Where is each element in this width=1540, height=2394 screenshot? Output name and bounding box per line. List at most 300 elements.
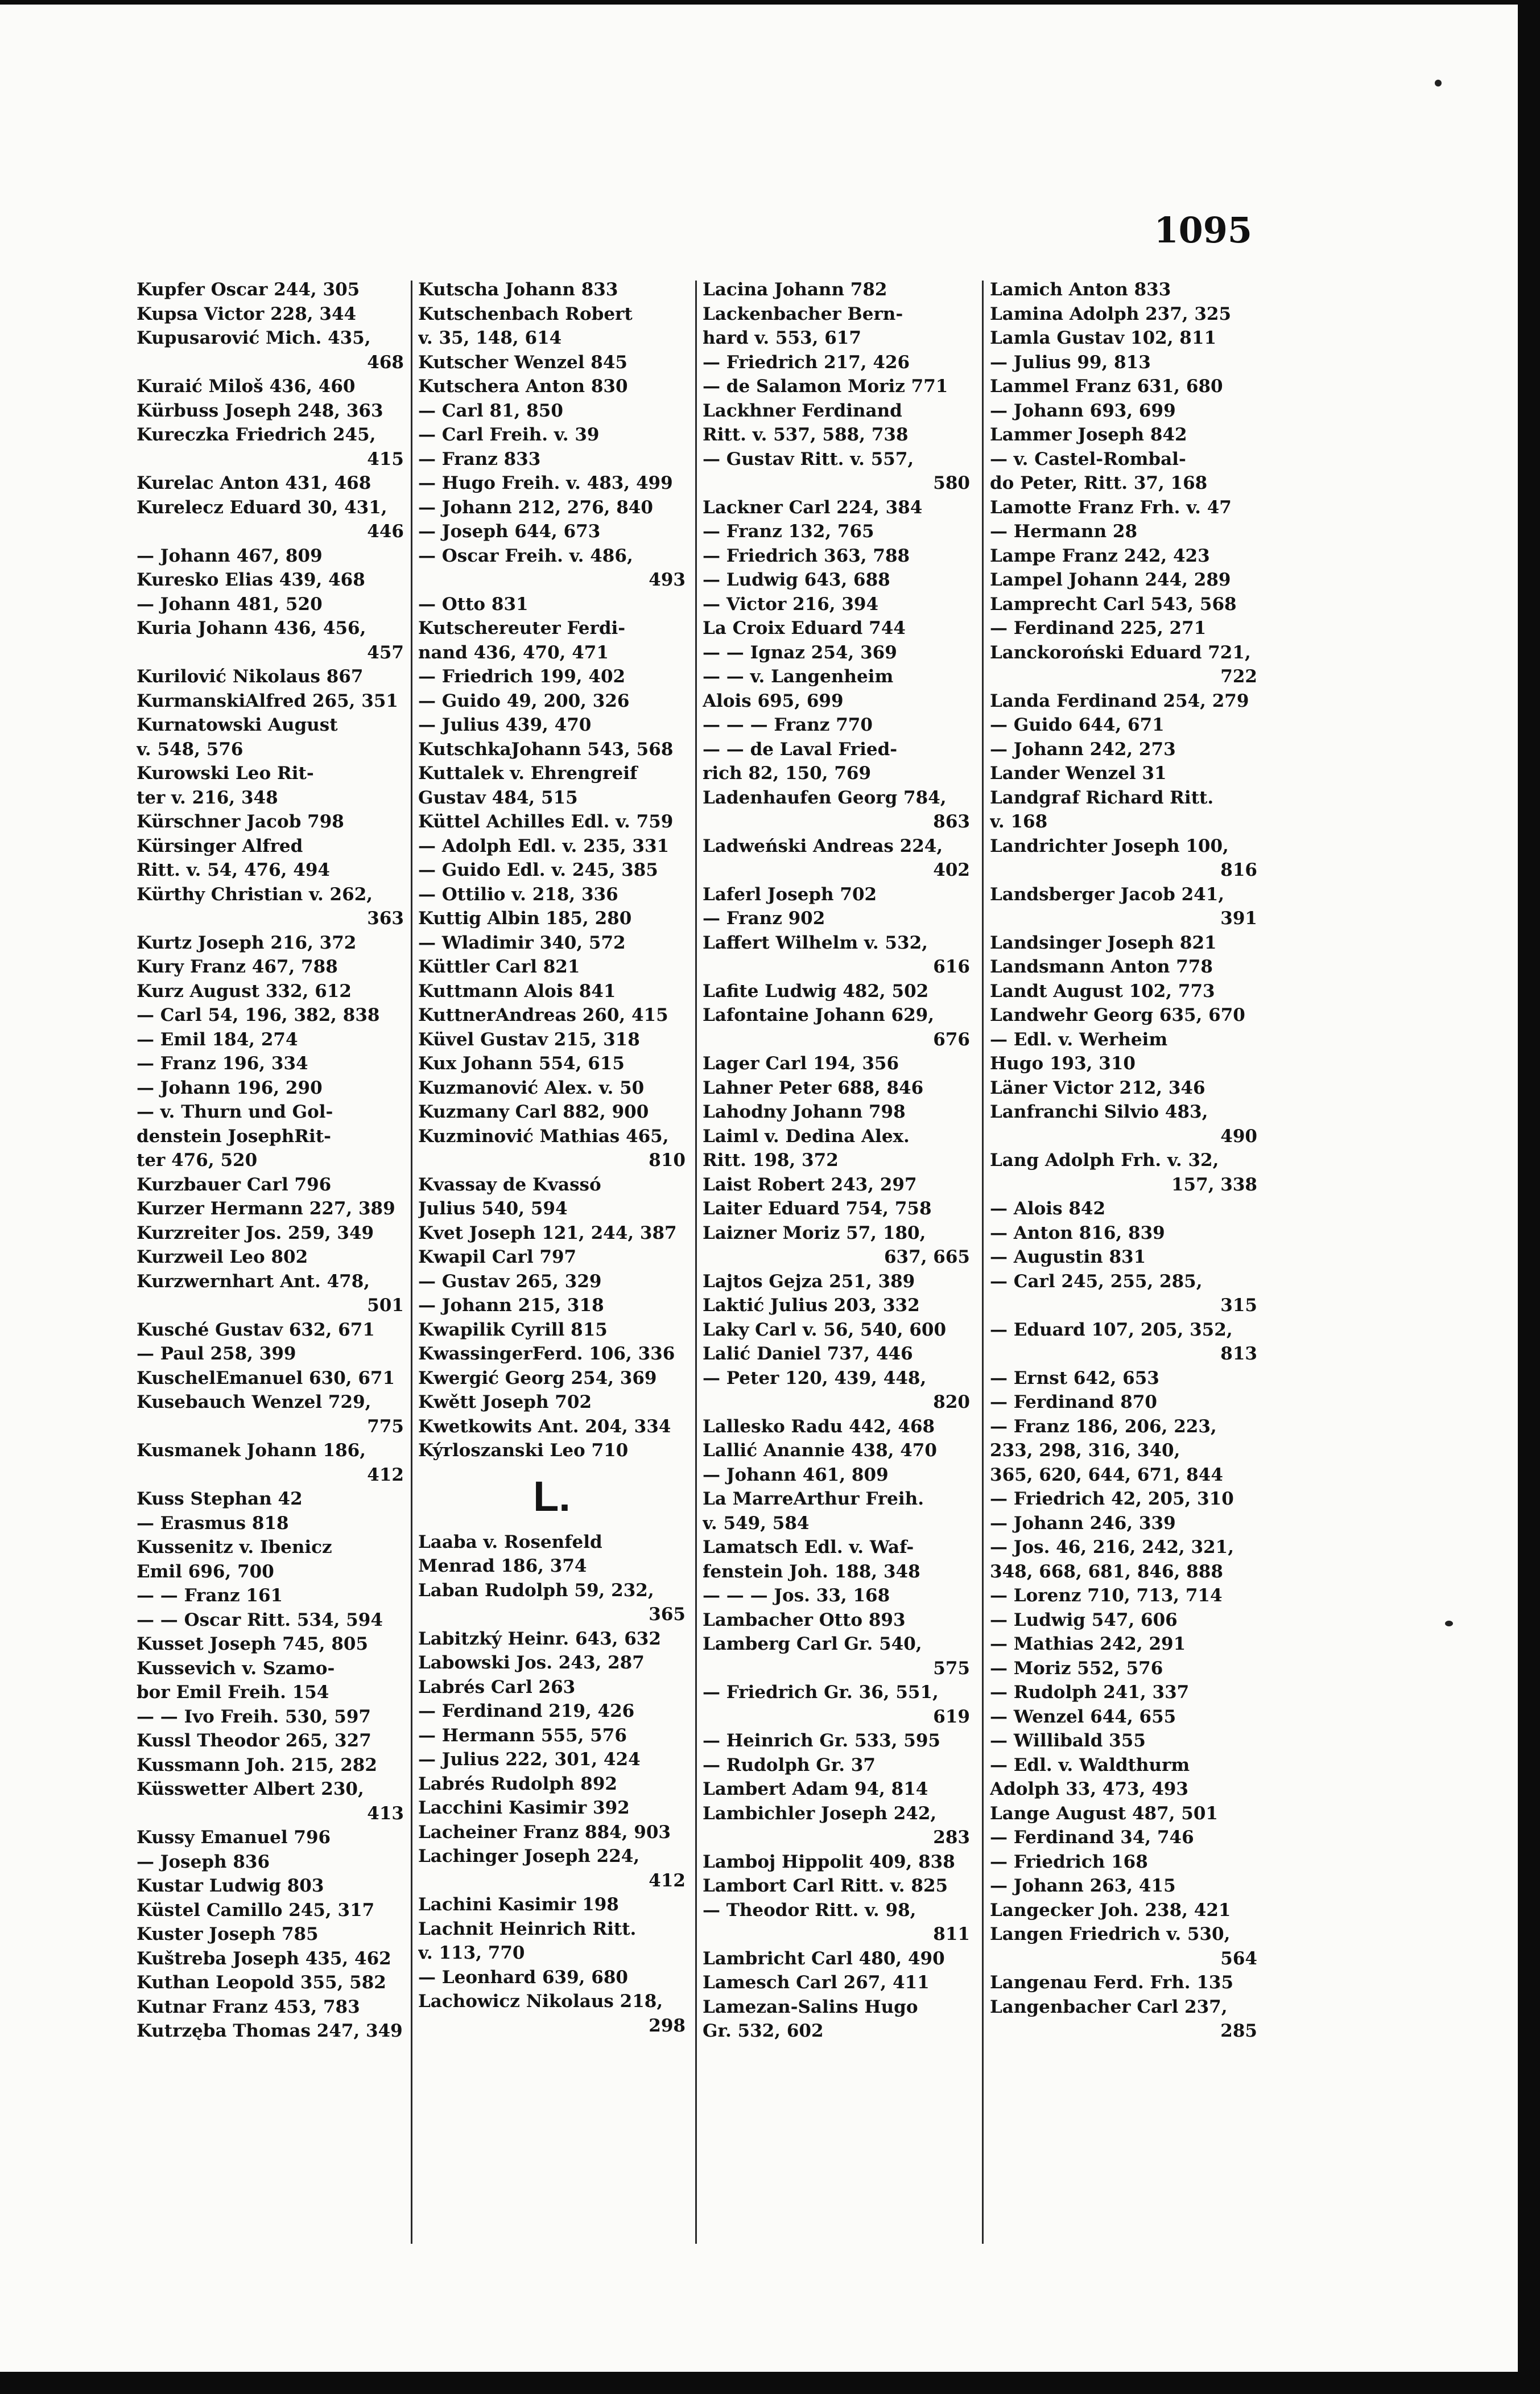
index-entry-line: v. 113, 770 [418, 1943, 525, 1963]
index-entry-line: Kupsa Victor 228, 344 [137, 303, 357, 324]
index-entry-line: Kussevich v. Szamo- [137, 1658, 335, 1679]
index-entry-line: — Ernst 642, 653 [990, 1367, 1159, 1388]
index-entry-line: 816 [1220, 860, 1257, 880]
index-entry-line: Lackner Carl 224, 384 [703, 497, 923, 518]
index-entry-line: — Otto 831 [418, 594, 529, 615]
index-entry-line: — Franz 833 [418, 448, 541, 469]
index-entry-line: — Johann 481, 520 [137, 594, 323, 615]
index-entry-line: — Guido 644, 671 [990, 715, 1165, 735]
index-entry-line: — Johann 263, 415 [990, 1876, 1176, 1896]
index-entry-line: Kurtz Joseph 216, 372 [137, 932, 357, 953]
index-entry-line: — Ferdinand 34, 746 [990, 1827, 1194, 1848]
index-entry-line: La MarreArthur Freih. [703, 1489, 924, 1509]
index-entry-line: — Alois 842 [990, 1198, 1106, 1219]
index-entry-line: 493 [649, 570, 686, 590]
index-entry-line: — Julius 99, 813 [990, 352, 1151, 373]
index-entry-line: — Wladimir 340, 572 [418, 932, 626, 953]
index-entry-line: Lallić Anannie 438, 470 [703, 1440, 937, 1461]
index-entry-line: Adolph 33, 473, 493 [990, 1779, 1188, 1799]
index-entry-line: — Friedrich 217, 426 [703, 352, 910, 373]
index-entry-line: Kutschera Anton 830 [418, 376, 628, 397]
index-entry-line: — Friedrich 363, 788 [703, 545, 910, 566]
index-entry-line: hard v. 553, 617 [703, 328, 861, 348]
index-entry-line: Kurilović Nikolaus 867 [137, 666, 364, 687]
index-entry-line: — Willibald 355 [990, 1730, 1146, 1751]
index-entry-line: — Oscar Freih. v. 486, [418, 545, 633, 566]
index-entry-line: Kürbuss Joseph 248, 363 [137, 400, 383, 421]
index-entry-line: Kuresko Elias 439, 468 [137, 570, 365, 590]
index-entry-line: Landsberger Jacob 241, [990, 884, 1225, 905]
index-column-1 [137, 278, 404, 2235]
index-entry-line: Lacchini Kasimir 392 [418, 1798, 630, 1818]
index-entry-line: 391 [1220, 908, 1257, 929]
index-entry-line: Lamina Adolph 237, 325 [990, 303, 1232, 324]
index-entry-line: Laizner Moriz 57, 180, [703, 1222, 926, 1243]
index-entry-line: Landsinger Joseph 821 [990, 932, 1217, 953]
index-entry-line: Kurzer Hermann 227, 389 [137, 1198, 395, 1219]
index-entry-line: Kussy Emanuel 796 [137, 1827, 331, 1848]
index-entry-line: Läner Victor 212, 346 [990, 1077, 1205, 1098]
index-entry-line: Kurzweil Leo 802 [137, 1247, 308, 1267]
index-entry-line: Kurelecz Eduard 30, 431, [137, 497, 387, 518]
index-entry-line: — Carl Freih. v. 39 [418, 425, 600, 445]
index-entry-line: Küttel Achilles Edl. v. 759 [418, 811, 674, 832]
index-entry-line: Kürschner Jacob 798 [137, 811, 344, 832]
index-entry-line: — — Oscar Ritt. 534, 594 [137, 1609, 383, 1630]
index-entry-line: Kwapilik Cyrill 815 [418, 1319, 608, 1340]
index-entry-line: KutschkaJohann 543, 568 [418, 739, 674, 760]
index-entry-line: 564 [1220, 1948, 1257, 1969]
index-entry-line: — Franz 902 [703, 908, 825, 929]
index-entry-line: Kwergić Georg 254, 369 [418, 1367, 657, 1388]
index-entry-line: 457 [367, 642, 404, 663]
index-entry-line: — de Salamon Moriz 771 [703, 376, 948, 397]
index-entry-line: 402 [933, 860, 970, 880]
index-entry-line: Langenbacher Carl 237, [990, 1996, 1228, 2017]
index-entry-line: Laktić Julius 203, 332 [703, 1295, 920, 1316]
index-entry-line: Alois 695, 699 [703, 690, 844, 711]
index-entry-line: Kürthy Christian v. 262, [137, 884, 373, 905]
index-entry-line: — Guido 49, 200, 326 [418, 690, 630, 711]
index-entry-line: Landwehr Georg 635, 670 [990, 1005, 1245, 1025]
index-entry-line: Langen Friedrich v. 530, [990, 1924, 1231, 1944]
index-entry-line: — Joseph 836 [137, 1851, 270, 1872]
index-entry-line: 490 [1220, 1126, 1257, 1147]
column-divider [982, 281, 984, 2244]
index-entry-line: Kutnar Franz 453, 783 [137, 1996, 360, 2017]
index-entry-line: Lambert Adam 94, 814 [703, 1779, 928, 1799]
index-entry-line: — — Ivo Freih. 530, 597 [137, 1706, 371, 1727]
index-entry-line: — Lorenz 710, 713, 714 [990, 1585, 1223, 1606]
index-entry-line: Kureczka Friedrich 245, [137, 425, 376, 445]
index-entry-line: Labrés Rudolph 892 [418, 1773, 618, 1794]
index-entry-line: — Hugo Freih. v. 483, 499 [418, 473, 673, 493]
index-entry-line: — Franz 186, 206, 223, [990, 1416, 1217, 1437]
index-entry-line: Lanfranchi Silvio 483, [990, 1102, 1208, 1122]
index-entry-line: 722 [1220, 666, 1257, 687]
index-entry-line: ter 476, 520 [137, 1150, 258, 1171]
index-entry-line: Kutscher Wenzel 845 [418, 352, 627, 373]
index-entry-line: — Hermann 28 [990, 521, 1138, 542]
index-entry-line: Kurnatowski August [137, 715, 338, 735]
index-entry-line: Kutrzęba Thomas 247, 349 [137, 2021, 403, 2041]
index-entry-line: — Edl. v. Werheim [990, 1029, 1168, 1050]
index-entry-line: 820 [933, 1392, 970, 1412]
index-entry-line: Kusché Gustav 632, 671 [137, 1319, 375, 1340]
index-entry-line: Kuzmany Carl 882, 900 [418, 1102, 649, 1122]
index-entry-line: — Julius 222, 301, 424 [418, 1749, 641, 1770]
index-entry-line: rich 82, 150, 769 [703, 763, 872, 784]
index-entry-line: Küttler Carl 821 [418, 957, 580, 977]
index-entry-line: Lahodny Johann 798 [703, 1102, 906, 1122]
index-entry-line: Kurelac Anton 431, 468 [137, 473, 371, 493]
index-entry-line: Lammer Joseph 842 [990, 425, 1187, 445]
index-entry-line: 315 [1220, 1295, 1257, 1316]
index-entry-line: — Augustin 831 [990, 1247, 1146, 1267]
index-entry-line: Menrad 186, 374 [418, 1556, 587, 1576]
index-entry-line: Laaba v. Rosenfeld [418, 1531, 602, 1552]
index-entry-line: nand 436, 470, 471 [418, 642, 609, 663]
index-entry-line: Langenau Ferd. Frh. 135 [990, 1972, 1234, 1993]
index-entry-line: 413 [367, 1803, 404, 1824]
index-entry-line: — Carl 245, 255, 285, [990, 1271, 1203, 1292]
index-entry-line: — Franz 196, 334 [137, 1053, 308, 1074]
index-entry-line: Kuthan Leopold 355, 582 [137, 1972, 386, 1993]
index-entry-line: — Leonhard 639, 680 [418, 1967, 628, 1988]
index-entry-line: — Friedrich Gr. 36, 551, [703, 1682, 939, 1703]
index-entry-line: — Johann 242, 273 [990, 739, 1176, 760]
index-entry-line: Ritt. 198, 372 [703, 1150, 839, 1171]
index-entry-line: Kürsinger Alfred [137, 835, 303, 856]
index-entry-line: Gr. 532, 602 [703, 2021, 824, 2041]
index-entry-line: — Gustav Ritt. v. 557, [703, 448, 914, 469]
index-entry-line: 619 [933, 1706, 970, 1727]
index-entry-line: Lanckoroński Eduard 721, [990, 642, 1251, 663]
index-entry-line: — Anton 816, 839 [990, 1222, 1165, 1243]
index-entry-line: Kuttmann Alois 841 [418, 980, 616, 1002]
index-entry-line: — Johann 461, 809 [703, 1464, 889, 1485]
index-entry-line: 813 [1220, 1344, 1257, 1364]
index-entry-line: — Wenzel 644, 655 [990, 1706, 1176, 1727]
index-entry-line: Kuraić Miloš 436, 460 [137, 376, 356, 397]
index-entry-line: — Gustav 265, 329 [418, 1271, 602, 1292]
index-entry-line: Lambacher Otto 893 [703, 1609, 906, 1630]
page-number: 1095 [1154, 209, 1252, 251]
index-entry-line: Kury Franz 467, 788 [137, 957, 338, 977]
index-entry-line: Lachowicz Nikolaus 218, [418, 1991, 663, 2012]
index-entry-line: 348, 668, 681, 846, 888 [990, 1561, 1223, 1582]
index-entry-line: — Ludwig 547, 606 [990, 1609, 1178, 1630]
index-entry-line: Lampel Johann 244, 289 [990, 570, 1231, 590]
index-entry-line: Kurzreiter Jos. 259, 349 [137, 1222, 374, 1243]
index-entry-line: Lafite Ludwig 482, 502 [703, 980, 929, 1002]
index-entry-line: Laferl Joseph 702 [703, 884, 877, 905]
index-entry-line: Julius 540, 594 [418, 1198, 568, 1219]
index-entry-line: — Rudolph 241, 337 [990, 1682, 1190, 1703]
index-entry-line: Lange August 487, 501 [990, 1803, 1218, 1824]
index-entry-line: Kurz August 332, 612 [137, 980, 352, 1002]
index-entry-line: Kwapil Carl 797 [418, 1247, 577, 1267]
index-entry-line: — — — Jos. 33, 168 [703, 1585, 890, 1606]
index-entry-line: Lamezan-Salins Hugo [703, 1996, 918, 2017]
index-entry-line: Kuster Joseph 785 [137, 1924, 319, 1944]
index-entry-line: Kuzmanović Alex. v. 50 [418, 1077, 645, 1098]
index-entry-line: Lambichler Joseph 242, [703, 1803, 937, 1824]
index-entry-line: Lamatsch Edl. v. Waf- [703, 1537, 914, 1557]
index-entry-line: — — de Laval Fried- [703, 739, 898, 760]
index-entry-line: Landrichter Joseph 100, [990, 835, 1229, 856]
index-entry-line: Landa Ferdinand 254, 279 [990, 690, 1249, 711]
index-entry-line: 233, 298, 316, 340, [990, 1440, 1180, 1461]
index-entry-line: Kvet Joseph 121, 244, 387 [418, 1222, 677, 1243]
index-column-3 [703, 278, 970, 2235]
index-entry-line: — — v. Langenheim [703, 666, 894, 687]
index-entry-line: Ritt. v. 537, 588, 738 [703, 425, 909, 445]
index-entry-line: — Joseph 644, 673 [418, 521, 601, 542]
index-entry-line: Lamich Anton 833 [990, 279, 1171, 300]
index-entry-line: Emil 696, 700 [137, 1561, 274, 1582]
index-entry-line: Küstel Camillo 245, 317 [137, 1899, 375, 1921]
index-entry-line: Kurzbauer Carl 796 [137, 1174, 332, 1195]
index-entry-line: Lamberg Carl Gr. 540, [703, 1634, 922, 1654]
index-entry-line: — Ottilio v. 218, 336 [418, 884, 618, 905]
index-entry-line: Kussenitz v. Ibenicz [137, 1537, 332, 1557]
index-entry-line: Kupusarović Mich. 435, [137, 328, 371, 348]
section-letter: L. [533, 1472, 571, 1520]
index-entry-line: Kutscha Johann 833 [418, 279, 618, 300]
index-entry-line: — Johann 196, 290 [137, 1077, 323, 1098]
index-entry-line: Lambort Carl Ritt. v. 825 [703, 1876, 948, 1896]
index-entry-line: Kwetkowits Ant. 204, 334 [418, 1416, 671, 1437]
index-entry-line: Ladenhaufen Georg 784, [703, 787, 947, 808]
index-entry-line: — Franz 132, 765 [703, 521, 874, 542]
index-entry-line: Lang Adolph Frh. v. 32, [990, 1150, 1219, 1171]
index-entry-line: — Johann 246, 339 [990, 1513, 1176, 1534]
index-entry-line: 412 [367, 1464, 404, 1485]
index-entry-line: Lamboj Hippolit 409, 838 [703, 1851, 955, 1872]
index-entry-line: Kvassay de Kvassó [418, 1174, 601, 1195]
index-entry-line: — Guido Edl. v. 245, 385 [418, 860, 658, 880]
index-entry-line: — Edl. v. Waldthurm [990, 1754, 1190, 1775]
index-entry-line: Lalić Daniel 737, 446 [703, 1344, 913, 1364]
index-entry-line: ter v. 216, 348 [137, 787, 278, 808]
index-entry-line: Ritt. v. 54, 476, 494 [137, 860, 330, 880]
index-entry-line: v. 549, 584 [703, 1513, 810, 1534]
index-entry-line: 298 [649, 2015, 686, 2036]
index-entry-line: Kuttig Albin 185, 280 [418, 908, 632, 929]
index-entry-line: Gustav 484, 515 [418, 787, 578, 808]
index-entry-line: Laffert Wilhelm v. 532, [703, 932, 928, 953]
index-entry-line: Lager Carl 194, 356 [703, 1053, 899, 1074]
index-entry-line: — Ferdinand 219, 426 [418, 1701, 635, 1721]
index-entry-line: v. 168 [990, 811, 1048, 832]
index-entry-line: — Heinrich Gr. 533, 595 [703, 1730, 940, 1751]
index-entry-line: Laky Carl v. 56, 540, 600 [703, 1319, 947, 1340]
index-entry-line: Kussl Theodor 265, 327 [137, 1730, 371, 1751]
index-entry-line: Landt August 102, 773 [990, 980, 1215, 1002]
index-entry-line: Kusebauch Wenzel 729, [137, 1392, 371, 1412]
index-entry-line: 863 [933, 811, 970, 832]
index-entry-line: Hugo 193, 310 [990, 1053, 1136, 1074]
index-entry-line: Lajtos Gejza 251, 389 [703, 1271, 915, 1292]
index-entry-line: fenstein Joh. 188, 348 [703, 1561, 920, 1582]
index-entry-line: — Peter 120, 439, 448, [703, 1367, 927, 1388]
page [0, 5, 1518, 2372]
index-entry-line: KurmanskiAlfred 265, 351 [137, 690, 398, 711]
index-entry-line: Küsswetter Albert 230, [137, 1779, 364, 1799]
index-entry-line: Labowski Jos. 243, 287 [418, 1653, 645, 1673]
index-entry-line: Kux Johann 554, 615 [418, 1053, 625, 1074]
index-entry-line: Lachnit Heinrich Ritt. [418, 1918, 637, 1939]
index-entry-line: Kuštreba Joseph 435, 462 [137, 1948, 391, 1969]
index-entry-line: Kuria Johann 436, 456, [137, 618, 366, 638]
index-entry-line: 412 [649, 1870, 686, 1891]
index-entry-line: — Paul 258, 399 [137, 1344, 296, 1364]
index-entry-line: 415 [367, 448, 404, 469]
index-entry-line: 365 [649, 1604, 686, 1625]
index-entry-line: Kusmanek Johann 186, [137, 1440, 366, 1461]
index-entry-line: — v. Thurn und Gol- [137, 1102, 333, 1122]
index-entry-line: KuttnerAndreas 260, 415 [418, 1005, 668, 1025]
index-entry-line: — Carl 54, 196, 382, 838 [137, 1005, 380, 1025]
index-entry-line: Kuzminović Mathias 465, [418, 1126, 669, 1147]
ink-speck [1445, 1621, 1453, 1626]
index-entry-line: — Johann 467, 809 [137, 545, 323, 566]
index-entry-line: 616 [933, 957, 970, 977]
index-entry-line: Lahner Peter 688, 846 [703, 1077, 924, 1098]
index-entry-line: — Emil 184, 274 [137, 1029, 298, 1050]
index-entry-line: — Ludwig 643, 688 [703, 570, 890, 590]
index-entry-line: — — Franz 161 [137, 1585, 283, 1606]
index-entry-line: — Johann 693, 699 [990, 400, 1176, 421]
index-entry-line: Kurzwernhart Ant. 478, [137, 1271, 370, 1292]
index-entry-line: — Carl 81, 850 [418, 400, 563, 421]
index-entry-line: — Johann 215, 318 [418, 1295, 604, 1316]
index-entry-line: Kýrloszanski Leo 710 [418, 1440, 629, 1461]
index-entry-line: Kussmann Joh. 215, 282 [137, 1754, 377, 1775]
index-entry-line: Lackenbacher Bern- [703, 303, 903, 324]
index-entry-line: Lamprecht Carl 543, 568 [990, 594, 1237, 615]
index-entry-line: — — — Franz 770 [703, 715, 873, 735]
index-entry-line: 810 [649, 1150, 686, 1171]
index-entry-line: Langecker Joh. 238, 421 [990, 1899, 1231, 1921]
index-entry-line: v. 548, 576 [137, 739, 243, 760]
index-entry-line: — Adolph Edl. v. 235, 331 [418, 835, 670, 856]
index-entry-line: Lamotte Franz Frh. v. 47 [990, 497, 1232, 518]
index-entry-line: 468 [367, 352, 404, 373]
index-entry-line: Landsmann Anton 778 [990, 957, 1213, 977]
index-entry-line: — Mathias 242, 291 [990, 1634, 1186, 1654]
index-entry-line: Lampe Franz 242, 423 [990, 545, 1210, 566]
index-entry-line: — Friedrich 42, 205, 310 [990, 1489, 1234, 1509]
index-entry-line: Laist Robert 243, 297 [703, 1174, 917, 1195]
index-entry-line: Kutschereuter Ferdi- [418, 618, 626, 638]
index-entry-line: 676 [933, 1029, 970, 1050]
index-entry-line: 446 [367, 521, 404, 542]
column-divider [411, 281, 412, 2244]
index-entry-line: KwassingerFerd. 106, 336 [418, 1344, 675, 1364]
index-entry-line: Kustar Ludwig 803 [137, 1876, 324, 1896]
index-entry-line: — Hermann 555, 576 [418, 1725, 627, 1746]
index-entry-line: 811 [933, 1924, 970, 1944]
index-entry-line: — Rudolph Gr. 37 [703, 1754, 876, 1775]
index-entry-line: Ladweński Andreas 224, [703, 835, 943, 856]
index-entry-line: — Friedrich 199, 402 [418, 666, 626, 687]
index-entry-line: — Johann 212, 276, 840 [418, 497, 653, 518]
index-entry-line: Küvel Gustav 215, 318 [418, 1029, 640, 1050]
index-entry-line: — Ferdinand 225, 271 [990, 618, 1207, 638]
index-entry-line: — Erasmus 818 [137, 1513, 289, 1534]
index-entry-line: KuschelEmanuel 630, 671 [137, 1367, 395, 1388]
index-entry-line: 637, 665 [883, 1247, 970, 1267]
index-entry-line: 580 [933, 473, 970, 493]
index-entry-line: Kuttalek v. Ehrengreif [418, 763, 638, 784]
index-entry-line: 157, 338 [1171, 1174, 1257, 1195]
index-entry-line: La Croix Eduard 744 [703, 618, 906, 638]
index-entry-line: 575 [933, 1658, 970, 1679]
index-entry-line: — Ferdinand 870 [990, 1392, 1157, 1412]
index-entry-line: Lamesch Carl 267, 411 [703, 1972, 930, 1993]
index-entry-line: bor Emil Freih. 154 [137, 1682, 329, 1703]
index-entry-line: Kurowski Leo Rit- [137, 763, 314, 784]
index-entry-line: — Moriz 552, 576 [990, 1658, 1163, 1679]
index-entry-line: Lachini Kasimir 198 [418, 1894, 619, 1915]
index-entry-line: Lachinger Joseph 224, [418, 1846, 640, 1866]
index-entry-line: Lackhner Ferdinand [703, 400, 902, 421]
index-entry-line: — — Ignaz 254, 369 [703, 642, 897, 663]
index-entry-line: — Theodor Ritt. v. 98, [703, 1899, 916, 1921]
index-entry-line: v. 35, 148, 614 [418, 328, 562, 348]
index-column-4 [990, 278, 1257, 2235]
index-entry-line: 365, 620, 644, 671, 844 [990, 1464, 1223, 1485]
index-entry-line: Landgraf Richard Ritt. [990, 787, 1214, 808]
index-entry-line: Lamla Gustav 102, 811 [990, 328, 1217, 348]
index-entry-line: Kupfer Oscar 244, 305 [137, 279, 360, 300]
index-entry-line: 775 [367, 1416, 404, 1437]
index-entry-line: denstein JosephRit- [137, 1126, 331, 1147]
index-entry-line: Lafontaine Johann 629, [703, 1005, 935, 1025]
column-divider [695, 281, 697, 2244]
index-entry-line: 501 [367, 1295, 404, 1316]
index-entry-line: Kwětt Joseph 702 [418, 1392, 592, 1412]
index-entry-line: Laban Rudolph 59, 232, [418, 1580, 654, 1601]
index-entry-line: Lacheiner Franz 884, 903 [418, 1822, 671, 1843]
index-entry-line: Lallesko Radu 442, 468 [703, 1416, 935, 1437]
index-entry-line: — Victor 216, 394 [703, 594, 879, 615]
index-entry-line: Labrés Carl 263 [418, 1676, 576, 1697]
index-entry-line: — Eduard 107, 205, 352, [990, 1319, 1233, 1340]
ink-speck [1435, 80, 1442, 86]
index-entry-line: — Jos. 46, 216, 242, 321, [990, 1537, 1234, 1557]
index-entry-line: Laiml v. Dedina Alex. [703, 1126, 910, 1147]
index-entry-line: Lander Wenzel 31 [990, 763, 1167, 784]
index-entry-line: Lacina Johann 782 [703, 279, 887, 300]
index-entry-line: — v. Castel-Rombal- [990, 448, 1186, 469]
index-entry-line: Lammel Franz 631, 680 [990, 376, 1223, 397]
index-entry-line: Lambricht Carl 480, 490 [703, 1948, 945, 1969]
index-entry-line: Kuss Stephan 42 [137, 1489, 303, 1509]
index-column-2 [418, 278, 686, 2235]
index-entry-line: Kusset Joseph 745, 805 [137, 1634, 369, 1654]
index-entry-line: — Friedrich 168 [990, 1851, 1148, 1872]
index-entry-line: Laiter Eduard 754, 758 [703, 1198, 932, 1219]
index-entry-line: 285 [1220, 2021, 1257, 2041]
index-entry-line: Labitzký Heinr. 643, 632 [418, 1628, 661, 1649]
index-entry-line: 283 [933, 1827, 970, 1848]
index-entry-line: Kutschenbach Robert [418, 303, 633, 324]
index-entry-line: — Julius 439, 470 [418, 715, 592, 735]
index-entry-line: 363 [367, 908, 404, 929]
